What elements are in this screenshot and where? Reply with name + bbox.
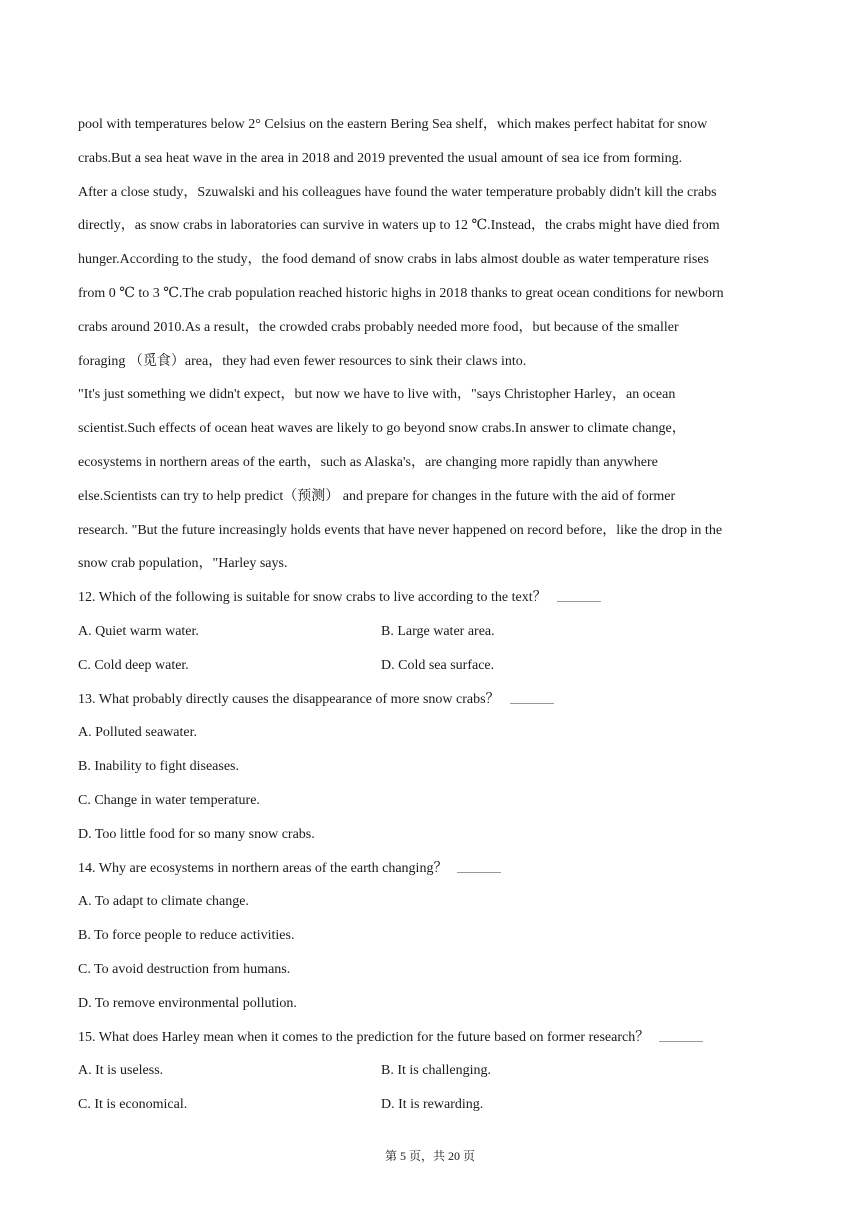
- option-row: [78, 649, 780, 683]
- option-row: [78, 1054, 780, 1088]
- question-stem: [78, 683, 780, 717]
- answer-blank[interactable]: [510, 703, 554, 704]
- option-c[interactable]: C. Change in water temperature.: [78, 792, 260, 808]
- passage-line: snow crab population，"Harley says.: [78, 556, 288, 572]
- option-b[interactable]: B. It is challenging.: [381, 1063, 492, 1079]
- option-b[interactable]: B. To force people to reduce activities.: [78, 928, 295, 944]
- question-text: 14. Why are ecosystems in northern areas of the earth changing？: [78, 860, 448, 876]
- passage-line: else.Scientists can try to help predict（预测） and prepare for changes in the future with the aid of former: [78, 488, 676, 504]
- question-text: 13. What probably directly causes the disappearance of more snow crabs？: [78, 691, 500, 707]
- question-15: [78, 1021, 780, 1122]
- answer-blank[interactable]: [659, 1041, 703, 1042]
- reading-passage: [78, 108, 780, 581]
- passage-line: research. "But the future increasingly holds events that have never happened on record before，like the drop in the: [78, 522, 723, 538]
- answer-blank[interactable]: [457, 872, 501, 873]
- option-row: [78, 1088, 780, 1122]
- option-a[interactable]: A. Polluted seawater.: [78, 725, 197, 741]
- passage-line: ecosystems in northern areas of the earth，such as Alaska's，are changing more rapidly than anywhere: [78, 454, 658, 470]
- passage-line: directly，as snow crabs in laboratories can survive in waters up to 12 ℃.Instead，the crabs might have died from: [78, 218, 720, 234]
- page-content: [78, 108, 780, 1122]
- option-row: [78, 615, 780, 649]
- option-a[interactable]: A. It is useless.: [78, 1063, 164, 1079]
- option-b[interactable]: B. Inability to fight diseases.: [78, 759, 239, 775]
- option-b[interactable]: B. Large water area.: [381, 623, 495, 639]
- passage-line: foraging （觅食）area，they had even fewer resources to sink their claws into.: [78, 353, 527, 369]
- option-c[interactable]: C. Cold deep water.: [78, 657, 189, 673]
- question-stem: [78, 581, 780, 615]
- question-14: [78, 852, 780, 1021]
- option-d[interactable]: D. To remove environmental pollution.: [78, 995, 297, 1011]
- option-a[interactable]: A. Quiet warm water.: [78, 623, 199, 639]
- passage-line: hunger.According to the study，the food demand of snow crabs in labs almost double as water temperature rises: [78, 252, 710, 268]
- page-number-footer: 第 5 页，共 20 页: [384, 1149, 475, 1163]
- passage-line: from 0 ℃ to 3 ℃.The crab population reached historic highs in 2018 thanks to great ocean conditions for newborn: [78, 285, 724, 301]
- option-c[interactable]: C. It is economical.: [78, 1097, 188, 1113]
- option-d[interactable]: D. Cold sea surface.: [381, 657, 495, 673]
- question-13: [78, 683, 780, 852]
- option-a[interactable]: A. To adapt to climate change.: [78, 894, 249, 910]
- question-text: 12. Which of the following is suitable for snow crabs to live according to the text？: [78, 590, 547, 606]
- passage-line: After a close study，Szuwalski and his colleagues have found the water temperature probably didn't kill the crabs: [78, 184, 717, 200]
- question-stem: [78, 1021, 780, 1055]
- passage-line: crabs.But a sea heat wave in the area in 2018 and 2019 prevented the usual amount of sea ice from forming.: [78, 150, 683, 166]
- question-stem: [78, 852, 780, 886]
- question-text: 15. What does Harley mean when it comes to the prediction for the future based on former research？: [78, 1029, 650, 1045]
- answer-blank[interactable]: [557, 601, 601, 602]
- passage-line: scientist.Such effects of ocean heat waves are likely to go beyond snow crabs.In answer to climate change，: [78, 421, 686, 437]
- option-c[interactable]: C. To avoid destruction from humans.: [78, 961, 291, 977]
- option-d[interactable]: D. Too little food for so many snow crabs.: [78, 826, 315, 842]
- passage-line: crabs around 2010.As a result，the crowded crabs probably needed more food，but because of the smaller: [78, 319, 679, 335]
- question-12: [78, 581, 780, 682]
- passage-line: "It's just something we didn't expect，but now we have to live with，"says Christopher Harley，an ocean: [78, 387, 676, 403]
- passage-line: pool with temperatures below 2° Celsius on the eastern Bering Sea shelf，which makes perfect habitat for snow: [78, 117, 708, 132]
- option-d[interactable]: D. It is rewarding.: [381, 1097, 484, 1113]
